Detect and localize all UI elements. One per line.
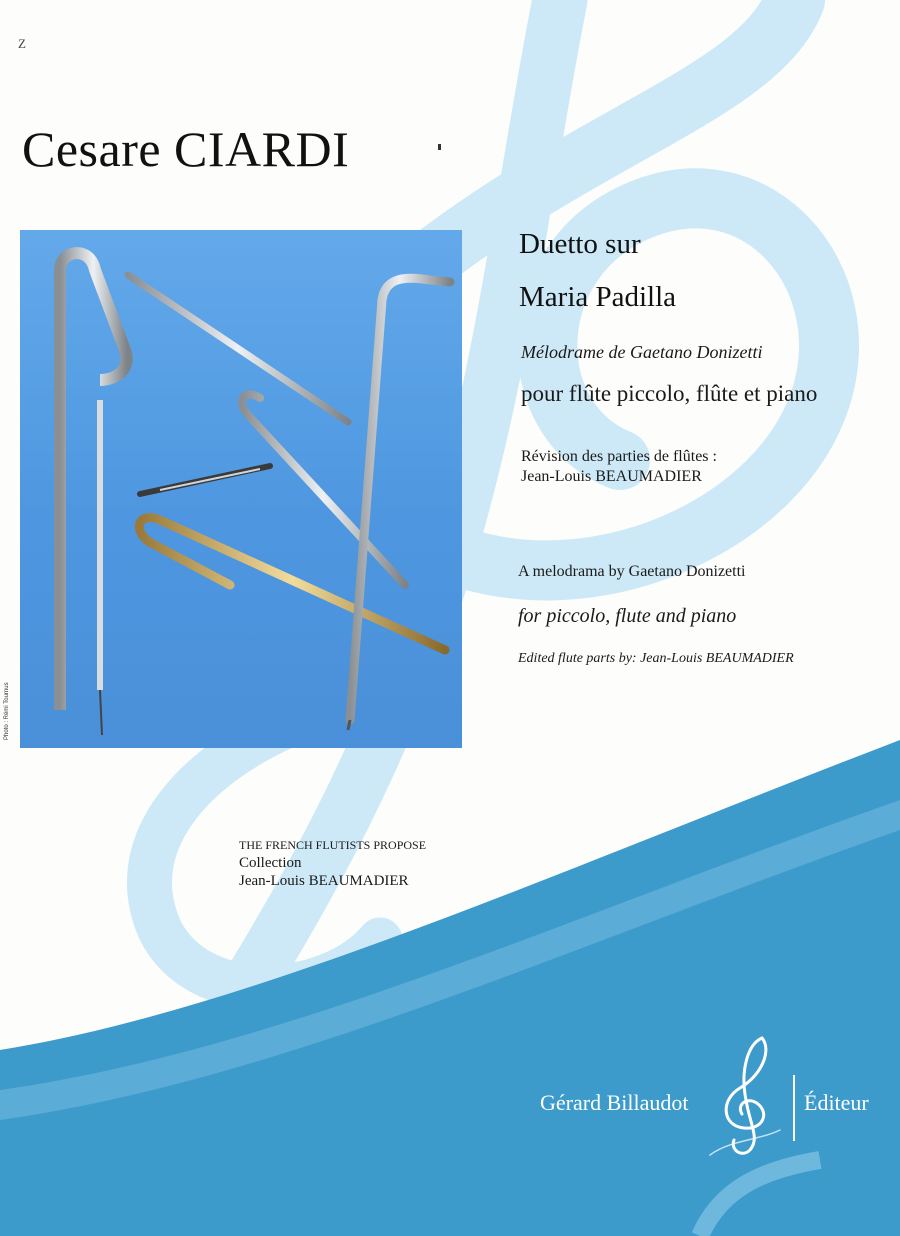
cover-photo [20, 230, 462, 748]
tall-flute-right [345, 275, 450, 730]
subtitle-english: A melodrama by Gaetano Donizetti [518, 563, 746, 580]
publisher-divider [793, 1075, 795, 1141]
instrumentation-english: for piccolo, flute and piano [518, 605, 737, 627]
composer-name: Cesare CIARDI [22, 121, 350, 177]
collection-name: Jean-Louis BEAUMADIER [239, 873, 409, 889]
flutes-illustration [20, 230, 462, 748]
title-line-2: Maria Padilla [519, 281, 677, 313]
edited-by-english: Edited flute parts by: Jean-Louis BEAUMADIER [518, 651, 794, 666]
collection-heading: THE FRENCH FLUTISTS PROPOSE [239, 838, 427, 852]
bass-flute-left [60, 253, 127, 735]
title-line-1: Duetto sur [519, 228, 641, 260]
flute-curved-center [242, 394, 405, 585]
publisher-name: Gérard Billaudot [540, 1090, 689, 1115]
treble-clef-logo-icon [700, 1030, 790, 1160]
revision-name: Jean-Louis BEAUMADIER [521, 468, 702, 485]
flute-top [128, 275, 348, 422]
subtitle-french: Mélodrame de Gaetano Donizetti [521, 342, 763, 362]
photo-credit: Photo : Rémi Tournus [4, 682, 10, 740]
instrumentation-french: pour flûte piccolo, flûte et piano [521, 381, 818, 406]
small-mark [438, 144, 441, 150]
collection-label: Collection [239, 855, 302, 871]
publisher-role: Éditeur [804, 1090, 869, 1115]
revision-label: Révision des parties de flûtes : [521, 448, 717, 465]
corner-mark: Z [18, 36, 26, 51]
